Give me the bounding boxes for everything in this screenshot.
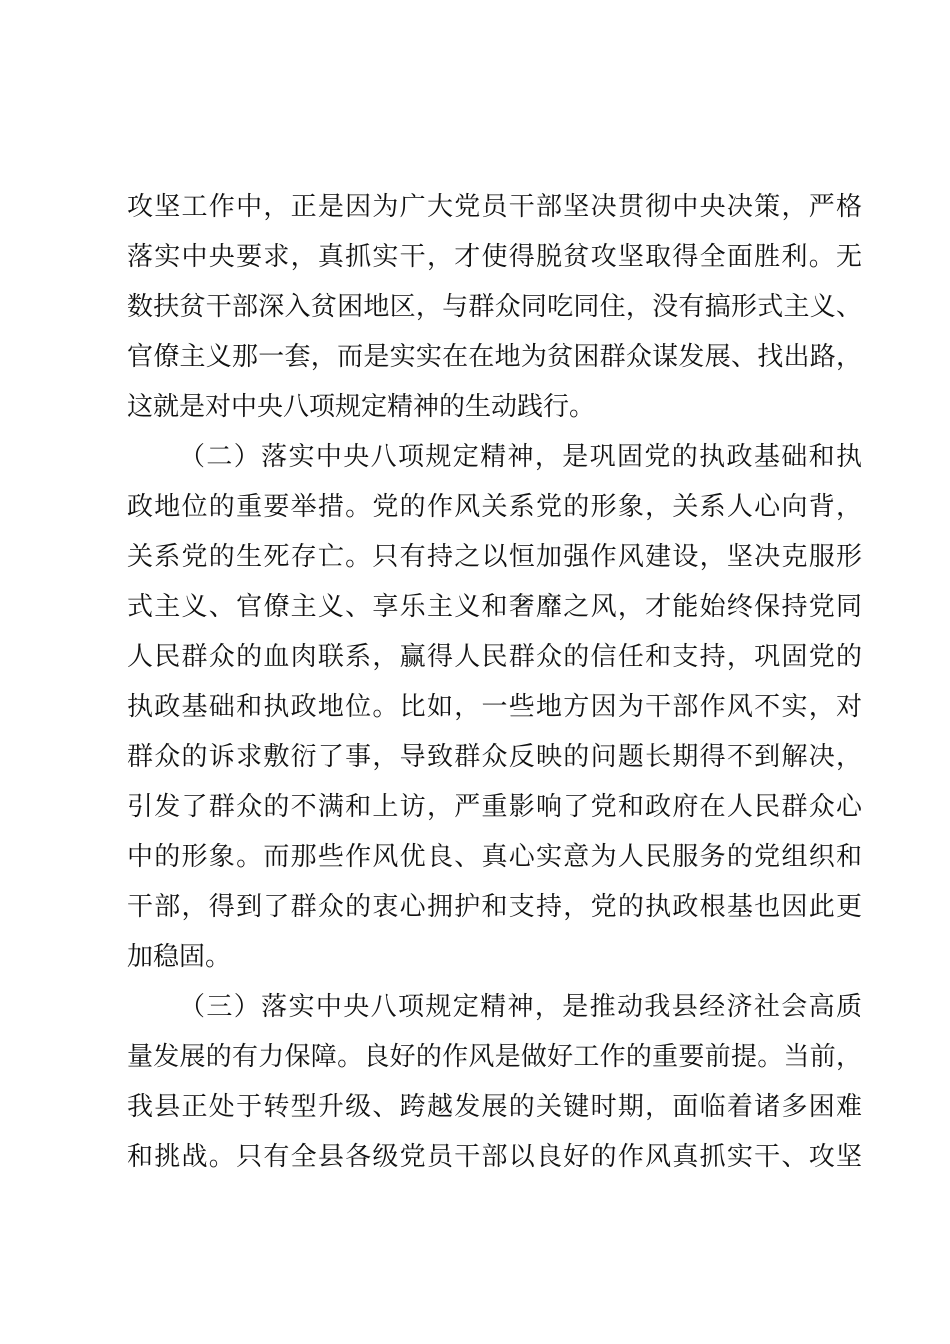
text-line: 群众的诉求敷衍了事，导致群众反映的问题长期得不到解决， xyxy=(127,742,862,772)
text-line: 我县正处于转型升级、跨越发展的关键时期，面临着诸多困难 xyxy=(127,1092,862,1122)
text-line: 官僚主义那一套，而是实实在在地为贫困群众谋发展、找出路， xyxy=(127,342,862,372)
text-line: 落实中央要求，真抓实干，才使得脱贫攻坚取得全面胜利。无 xyxy=(127,242,862,272)
text-line: 这就是对中央八项规定精神的生动践行。 xyxy=(127,392,596,422)
section-heading-line: （三）落实中央八项规定精神，是推动我县经济社会高质 xyxy=(179,992,862,1022)
text-line: 执政基础和执政地位。比如，一些地方因为干部作风不实，对 xyxy=(127,692,862,722)
text-line: 式主义、官僚主义、享乐主义和奢靡之风，才能始终保持党同 xyxy=(127,592,862,622)
body-text xyxy=(127,182,862,1182)
text-line: 和挑战。只有全县各级党员干部以良好的作风真抓实干、攻坚 xyxy=(127,1142,862,1172)
section-heading-line: （二）落实中央八项规定精神，是巩固党的执政基础和执 xyxy=(179,442,862,472)
text-line: 人民群众的血肉联系，赢得人民群众的信任和支持，巩固党的 xyxy=(127,642,862,672)
text-line: 引发了群众的不满和上访，严重影响了党和政府在人民群众心 xyxy=(127,792,862,822)
text-line: 干部，得到了群众的衷心拥护和支持，党的执政根基也因此更 xyxy=(127,892,862,922)
text-line: 加稳固。 xyxy=(127,942,232,972)
text-line: 政地位的重要举措。党的作风关系党的形象，关系人心向背， xyxy=(127,492,862,522)
text-line: 中的形象。而那些作风优良、真心实意为人民服务的党组织和 xyxy=(127,842,862,872)
text-line: 关系党的生死存亡。只有持之以恒加强作风建设，坚决克服形 xyxy=(127,542,862,572)
text-line: 数扶贫干部深入贫困地区，与群众同吃同住，没有搞形式主义、 xyxy=(127,292,862,322)
text-line: 量发展的有力保障。良好的作风是做好工作的重要前提。当前， xyxy=(127,1042,862,1072)
text-line: 攻坚工作中，正是因为广大党员干部坚决贯彻中央决策，严格 xyxy=(127,192,862,222)
